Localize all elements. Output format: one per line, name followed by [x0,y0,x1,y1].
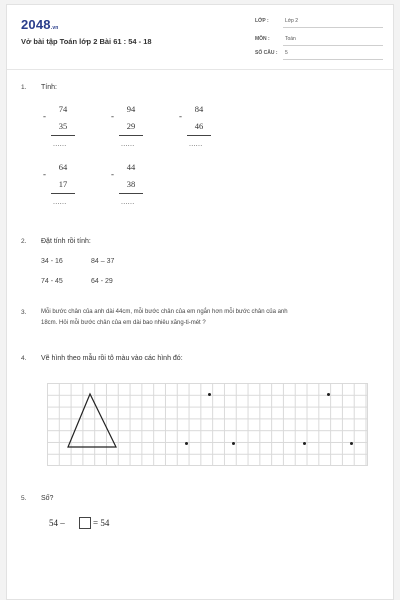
q1-problem-5-rule [119,193,143,194]
q2-expression-4: 64 - 29 [91,278,113,285]
subject-underline [283,45,383,46]
q1-problem-4-bottom: 17 [58,179,68,189]
q1-problem-5-minus: - [111,169,114,179]
q1-problem-4-answer[interactable]: ...... [53,199,67,206]
question-2-number: 2. [21,238,27,245]
question-count-label: SỐ CÂU : [255,50,278,56]
question-2-text: Đặt tính rồi tính: [41,238,91,245]
header-divider [7,69,393,70]
q1-problem-2-answer[interactable]: ...... [121,141,135,148]
site-logo[interactable]: 2048.vn [21,17,59,32]
grid-dot-3[interactable] [185,442,188,445]
q5-left-operand: 54 – [49,518,65,528]
q2-expression-1: 34 - 16 [41,258,63,265]
question-count-underline [283,59,383,60]
q1-problem-5-bottom: 38 [126,179,136,189]
q1-problem-4-rule [51,193,75,194]
question-3-line-2: 18cm. Hỏi mỗi bước chân của em dài bao nhiêu xăng-ti-mét ? [41,320,206,326]
q1-problem-2-top: 94 [126,104,136,114]
q1-problem-3-rule [187,135,211,136]
q1-problem-4-minus: - [43,169,46,179]
question-3-number: 3. [21,309,27,316]
question-4-text: Vẽ hình theo mẫu rồi tô màu vào các hình đó: [41,355,183,362]
q1-problem-3-minus: - [179,111,182,121]
grid-dot-2[interactable] [327,393,330,396]
q2-expression-3: 74 - 45 [41,278,63,285]
sample-triangle-shape [68,394,116,447]
grid-dot-4[interactable] [232,442,235,445]
q1-problem-5-top: 44 [126,162,136,172]
q1-problem-2-minus: - [111,111,114,121]
q1-problem-3-answer[interactable]: ...... [189,141,203,148]
q1-problem-1-answer[interactable]: ...... [53,141,67,148]
q1-problem-2-rule [119,135,143,136]
question-count-value: 5 [285,50,288,56]
q1-problem-2-bottom: 29 [126,121,136,131]
q1-problem-3-top: 84 [194,104,204,114]
question-5-number: 5. [21,495,27,502]
q1-problem-1-top: 74 [58,104,68,114]
worksheet [6,4,394,600]
q1-problem-3-bottom: 46 [194,121,204,131]
class-label: LỚP : [255,18,269,24]
q5-right-side: = 54 [93,518,110,528]
q1-problem-4-top: 64 [58,162,68,172]
q5-answer-box[interactable] [79,517,91,529]
q1-problem-1-rule [51,135,75,136]
question-3-line-1: Mỗi bước chân của anh dài 44cm, mỗi bước chân của em ngắn hơn mỗi bước chân của anh [41,309,288,315]
grid-dot-6[interactable] [350,442,353,445]
q1-problem-1-bottom: 35 [58,121,68,131]
document-title: Vở bài tập Toán lớp 2 Bài 61 : 54 - 18 [21,37,152,46]
subject-label: MÔN : [255,36,270,42]
class-value: Lớp 2 [285,18,299,24]
question-1-number: 1. [21,84,27,91]
question-1-text: Tính: [41,84,57,91]
q1-problem-5-answer[interactable]: ...... [121,199,135,206]
grid-dot-5[interactable] [303,442,306,445]
question-5-text: Số? [41,495,54,502]
q1-problem-1-minus: - [43,111,46,121]
class-underline [283,27,383,28]
question-4-number: 4. [21,355,27,362]
q2-expression-2: 84 – 37 [91,258,115,265]
subject-value: Toán [285,36,296,42]
grid-dot-1[interactable] [208,393,211,396]
